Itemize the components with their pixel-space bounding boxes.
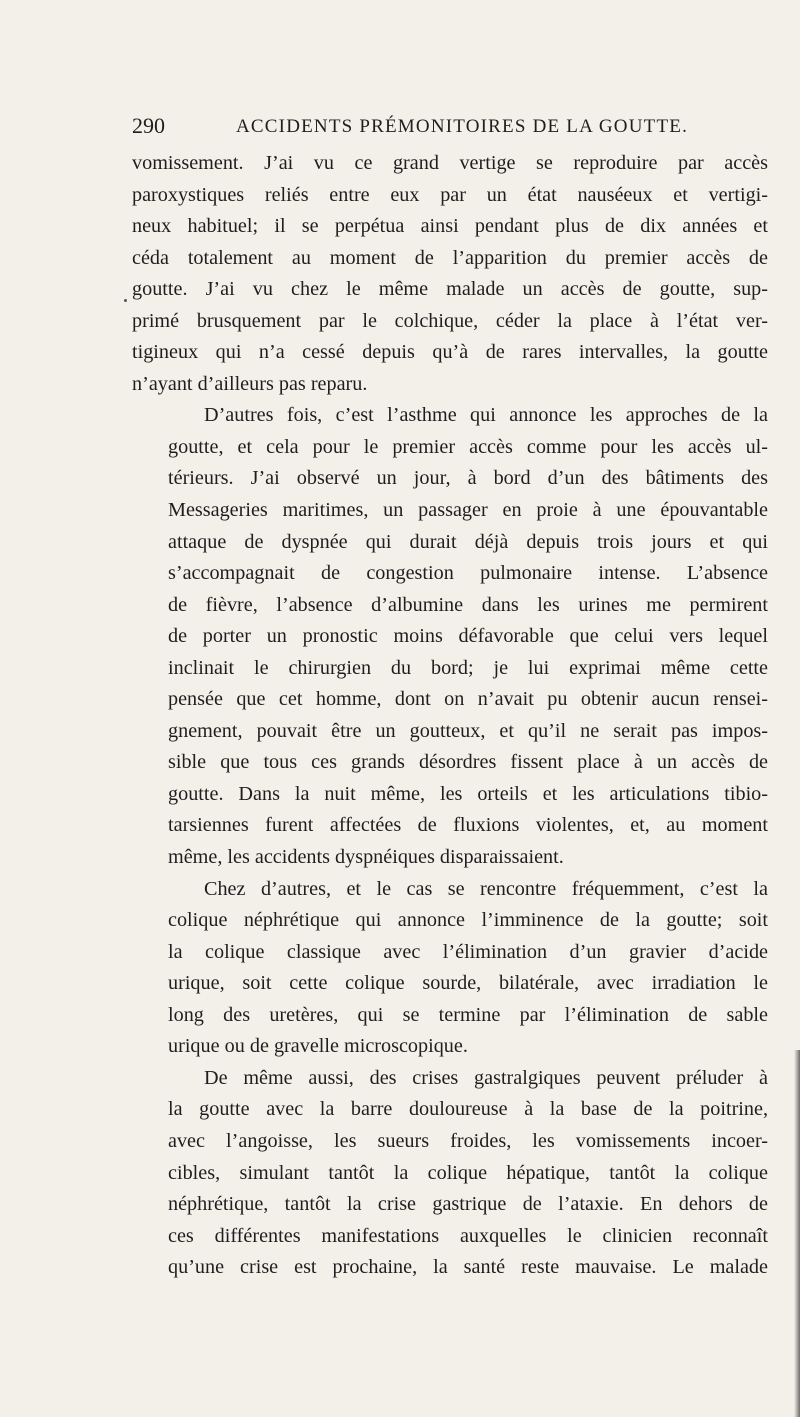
text-line: primé brusquement par le colchique, céder la place à l’état ver- — [132, 309, 768, 332]
text-line: inclinait le chirurgien du bord; je lui exprimai même cette — [168, 656, 768, 679]
page-header — [132, 113, 692, 143]
text-line: vomissement. J’ai vu ce grand vertige se reproduire par accès — [132, 152, 768, 174]
text-line: urique ou de gravelle microscopique. — [168, 1035, 468, 1058]
paragraph — [132, 1063, 768, 1284]
text-line: de fièvre, l’absence d’albumine dans les urines me permirent — [168, 593, 768, 616]
text-line: Messageries maritimes, un passager en proie à une épouvantable — [168, 499, 768, 522]
text-line: De même aussi, des crises gastralgiques peuvent préluder à — [204, 1066, 768, 1089]
paragraph — [132, 400, 768, 873]
text-line: néphrétique, tantôt la crise gastrique de l’ataxie. En dehors de — [168, 1193, 768, 1216]
text-line: la colique classique avec l’élimination d’un gravier d’acide — [168, 940, 768, 963]
page-edge-shadow — [794, 1050, 800, 1417]
text-line: céda totalement au moment de l’apparition du premier accès de — [132, 246, 768, 269]
text-line: attaque de dyspnée qui durait déjà depuis trois jours et qui — [168, 530, 768, 553]
text-line: même, les accidents dyspnéiques disparaissaient. — [168, 846, 564, 869]
running-title: ACCIDENTS PRÉMONITOIRES DE LA GOUTTE. — [236, 116, 689, 137]
text-line: Chez d’autres, et le cas se rencontre fréquemment, c’est la — [204, 877, 768, 900]
text-line: gnement, pouvait être un goutteux, et qu’il ne serait pas impos- — [168, 719, 768, 742]
text-line: sible que tous ces grands désordres fissent place à un accès de — [168, 751, 768, 774]
text-line: urique, soit cette colique sourde, bilatérale, avec irradiation le — [168, 972, 768, 995]
text-line: ces différentes manifestations auxquelles le clinicien reconnaît — [168, 1224, 768, 1247]
paragraph — [132, 148, 768, 400]
text-line: goutte. J’ai vu chez le même malade un accès de goutte, sup- — [132, 278, 768, 301]
text-line: pensée que cet homme, dont on n’avait pu obtenir aucun rensei- — [168, 688, 768, 711]
text-line: tigineux qui n’a cessé depuis qu’à de rares intervalles, la goutte — [132, 341, 768, 364]
text-line: de porter un pronostic moins défavorable que celui vers lequel — [168, 625, 768, 648]
text-line: D’autres fois, c’est l’asthme qui annonce les approches de la — [204, 404, 768, 427]
text-line: avec l’angoisse, les sueurs froides, les vomissements incoer- — [168, 1129, 768, 1152]
text-line: long des uretères, qui se termine par l’élimination de sable — [168, 1003, 768, 1026]
text-line: goutte. Dans la nuit même, les orteils et les articulations tibio- — [168, 782, 768, 805]
text-line: goutte, et cela pour le premier accès comme pour les accès ul- — [168, 435, 768, 458]
text-line: n’ayant d’ailleurs pas reparu. — [132, 372, 368, 395]
text-line: qu’une crise est prochaine, la santé reste mauvaise. Le malade — [168, 1256, 768, 1279]
text-line: s’accompagnait de congestion pulmonaire intense. L’absence — [168, 562, 768, 585]
text-line: colique néphrétique qui annonce l’imminence de la goutte; soit — [168, 909, 768, 932]
text-line: térieurs. J’ai observé un jour, à bord d’un des bâtiments des — [168, 467, 768, 490]
text-line: paroxystiques reliés entre eux par un état nauséeux et vertigi- — [132, 183, 768, 206]
print-speck — [124, 299, 127, 302]
body-text — [132, 148, 768, 1284]
text-line: tarsiennes furent affectées de fluxions violentes, et, au moment — [168, 814, 768, 837]
page-number: 290 — [132, 113, 165, 138]
text-line: cibles, simulant tantôt la colique hépatique, tantôt la colique — [168, 1161, 768, 1184]
paragraph — [132, 874, 768, 1063]
text-line: la goutte avec la barre douloureuse à la base de la poitrine, — [168, 1098, 768, 1121]
text-line: neux habituel; il se perpétua ainsi pendant plus de dix années et — [132, 215, 768, 238]
